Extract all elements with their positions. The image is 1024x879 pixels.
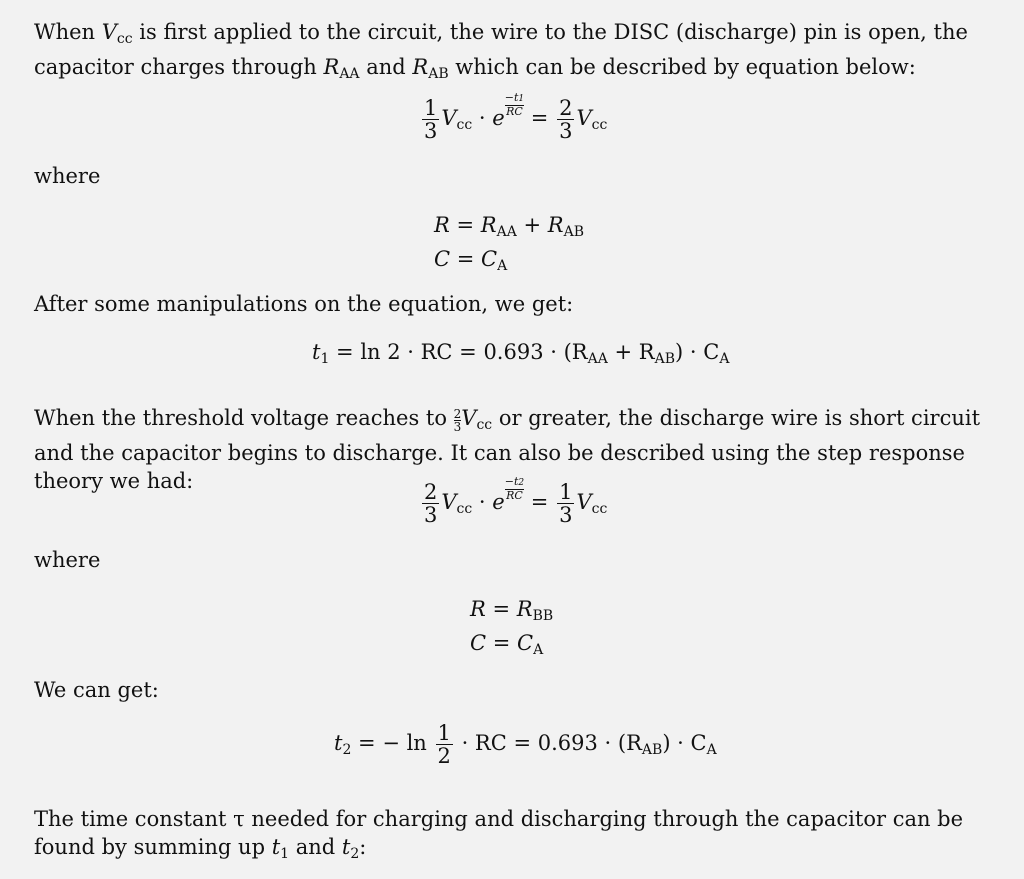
definition-block-1: $R = R_{AA} + R_{AB}$ $C = C_A$ <box>434 213 584 274</box>
paragraph-intro: When $V_{cc}$ is first applied to the circuit, the wire to the DISC (discharge) pin is open, the capacitor charges through $R_{AA}$ and $R_{AB}$ which can be described by equation below: <box>34 20 968 82</box>
paragraph-we-can-get: We can get: <box>34 678 159 702</box>
equation-t1: $t_1 = \ln 2$ · RC = $0.693 \cdot (R_{AA} + R_{AB}) \cdot C_A$ <box>312 340 730 367</box>
where-label-1: where <box>34 164 101 188</box>
equation-charging: $\frac{1}{3}$ $V_{cc} \cdot e$ $\frac{-t1}{RC}$ = $\frac{2}{3}$ $V_{cc}$ <box>424 91 608 143</box>
paragraph-time-constant: The time constant τ needed for charging and discharging through the capacitor can be found by summing up $t_1$ and $t_2$: <box>34 807 964 862</box>
paragraph-discharge: When the threshold voltage reaches to $\frac{2}{3}$ $V_{cc}$ or greater, the discharge wire is short circuit and the capacitor begins to discharge. It can also be described using the step response theory we had: <box>34 406 981 493</box>
equation-discharging: $\frac{2}{3}$ $V_{cc} \cdot e$ $\frac{-t2}{RC}$ = $\frac{1}{3}$ $V_{cc}$ <box>424 475 608 527</box>
equation-t2: $t_2$ = − ln $\frac{1}{2}$ · RC = $0.693 \cdot (R_{AB}) \cdot C_A$ <box>334 721 717 768</box>
where-label-2: where <box>34 548 101 572</box>
definition-block-2: $R = R_{BB}$ $C = C_A$ <box>470 597 554 658</box>
paragraph-manipulations: After some manipulations on the equation, we get: <box>34 292 574 316</box>
